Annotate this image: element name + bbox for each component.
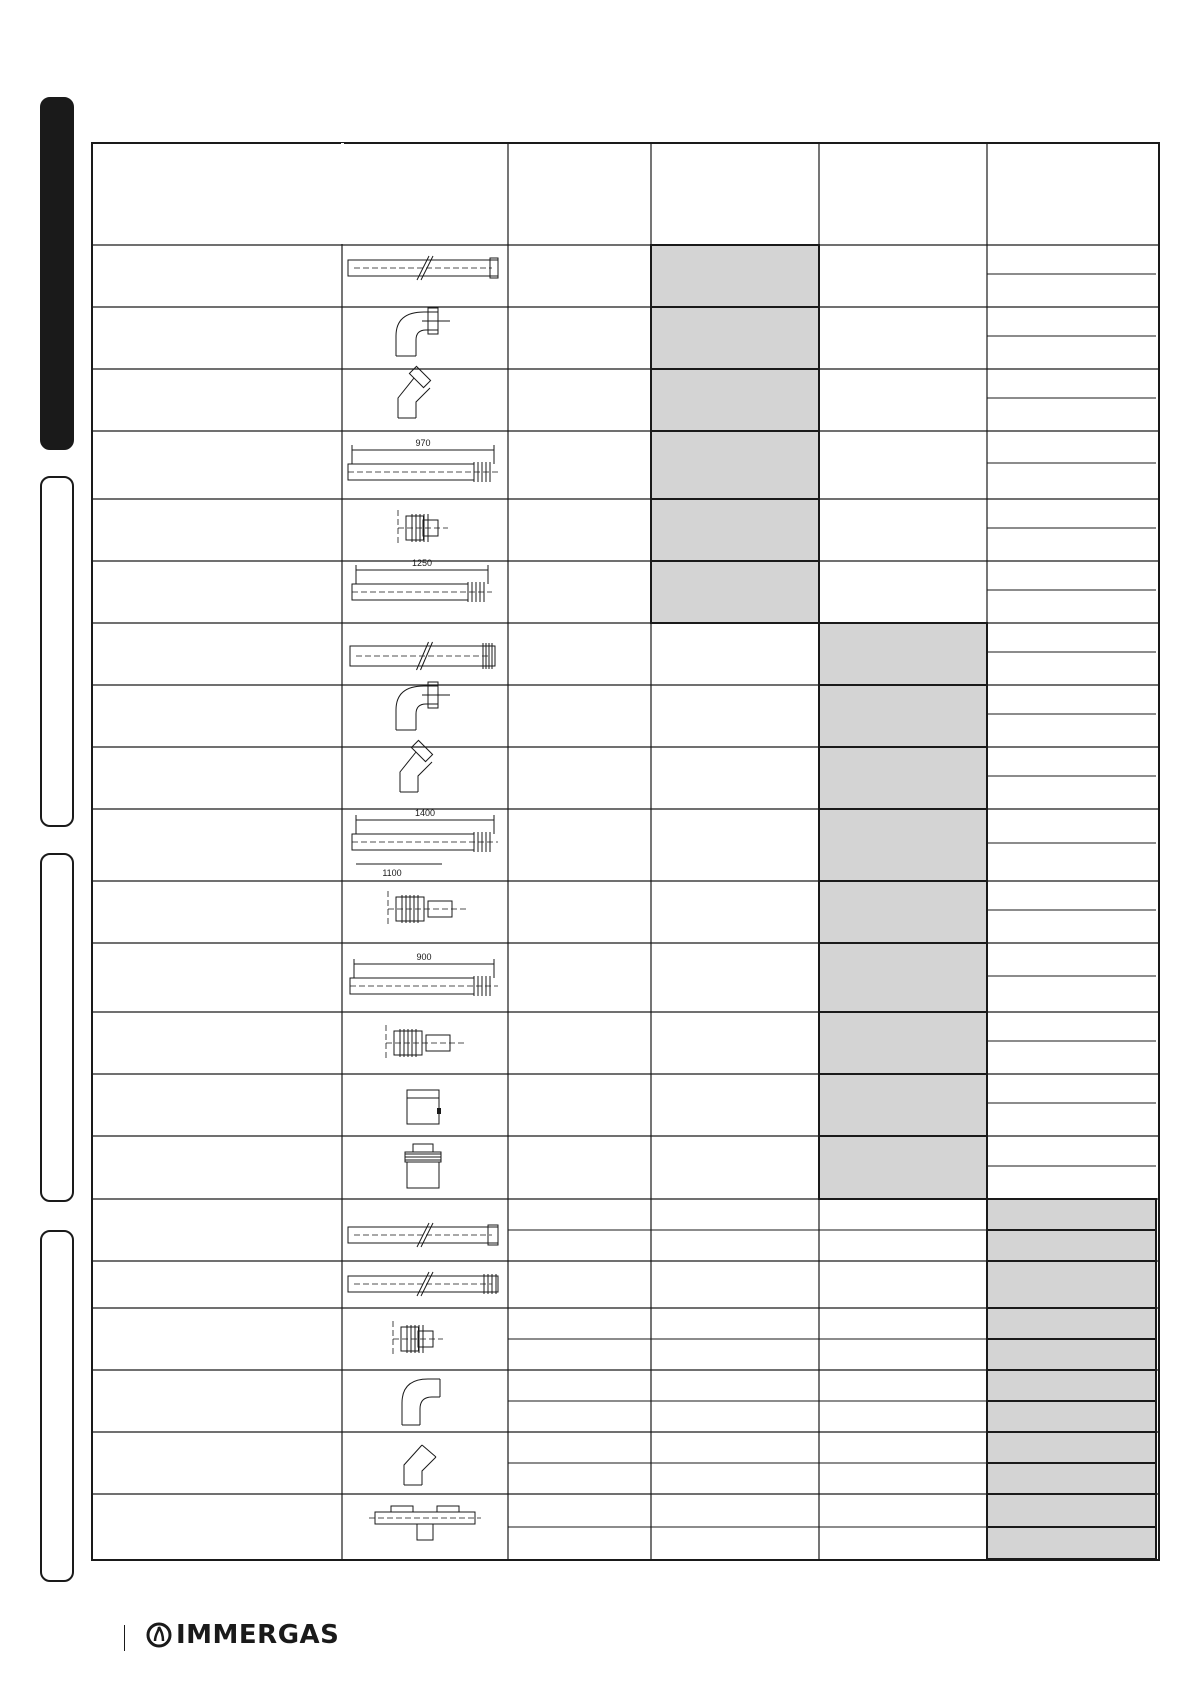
side-tab-1[interactable]: [40, 97, 74, 450]
coaxial-adapter-large-drawing: [388, 891, 468, 927]
brand-name: IMMERGAS: [176, 1620, 340, 1650]
dimension-label: 1400: [414, 808, 436, 818]
shaded-cell: [651, 431, 819, 499]
coaxial-terminal-970-drawing: [348, 438, 498, 482]
coaxial-adapter-vertical-drawing: [386, 1025, 466, 1061]
brand-logo: [146, 1620, 339, 1650]
shaded-cell: [819, 1074, 987, 1136]
side-tab-2[interactable]: [40, 476, 74, 827]
shaded-cell: [651, 245, 819, 307]
coaxial-elbow-45-drawing: [398, 366, 431, 418]
shaded-cell: [819, 623, 987, 685]
dimension-label: 900: [416, 952, 432, 962]
coaxial-adapter-drawing: [398, 510, 448, 546]
immergas-flame-logo-icon: [146, 1622, 172, 1648]
dimension-label: 970: [415, 438, 431, 448]
table-grid: [91, 142, 1160, 1561]
dimension-label: 1100: [382, 868, 402, 878]
shaded-cell: [819, 881, 987, 943]
shaded-cell: [651, 369, 819, 431]
separate-elbow-45-drawing: [404, 1445, 436, 1485]
separate-splitter-drawing: [369, 1506, 481, 1540]
shaded-cell: [651, 561, 819, 623]
shaded-cell: [819, 685, 987, 747]
components-table: [91, 142, 1160, 1561]
separate-terminal-drawing: [393, 1321, 443, 1357]
coaxial-terminal-900-drawing: [350, 952, 498, 996]
side-tab-3[interactable]: [40, 853, 74, 1202]
footer-divider: [124, 1625, 125, 1651]
separate-pipe-rings-drawing: [348, 1272, 498, 1296]
coaxial-pipe-drawing: [348, 256, 498, 280]
shaded-cell: [819, 809, 987, 881]
shaded-cell: [819, 1012, 987, 1074]
shaded-cell: [819, 1136, 987, 1199]
header-span-mask: [341, 143, 344, 244]
coaxial-terminal-1400-drawing: [352, 808, 498, 878]
shaded-cell: [651, 499, 819, 561]
shaded-cell: [987, 1261, 1156, 1308]
coaxial-elbow-45-large-drawing: [400, 740, 433, 792]
dimension-label: 1250: [411, 558, 433, 568]
coaxial-pipe-large-drawing: [350, 642, 495, 670]
separate-elbow-90-drawing: [402, 1379, 440, 1425]
shaded-cell: [651, 307, 819, 369]
separate-pipe-drawing: [348, 1223, 498, 1247]
inspection-cap-drawing: [407, 1090, 441, 1124]
coaxial-terminal-1250-drawing: [352, 558, 492, 602]
coaxial-elbow-90-large-drawing: [396, 682, 450, 730]
shaded-cell: [819, 747, 987, 809]
coaxial-elbow-90-drawing: [396, 308, 450, 356]
flue-adapter-drawing: [405, 1144, 441, 1188]
shaded-cell: [819, 943, 987, 1012]
side-tab-4[interactable]: [40, 1230, 74, 1582]
